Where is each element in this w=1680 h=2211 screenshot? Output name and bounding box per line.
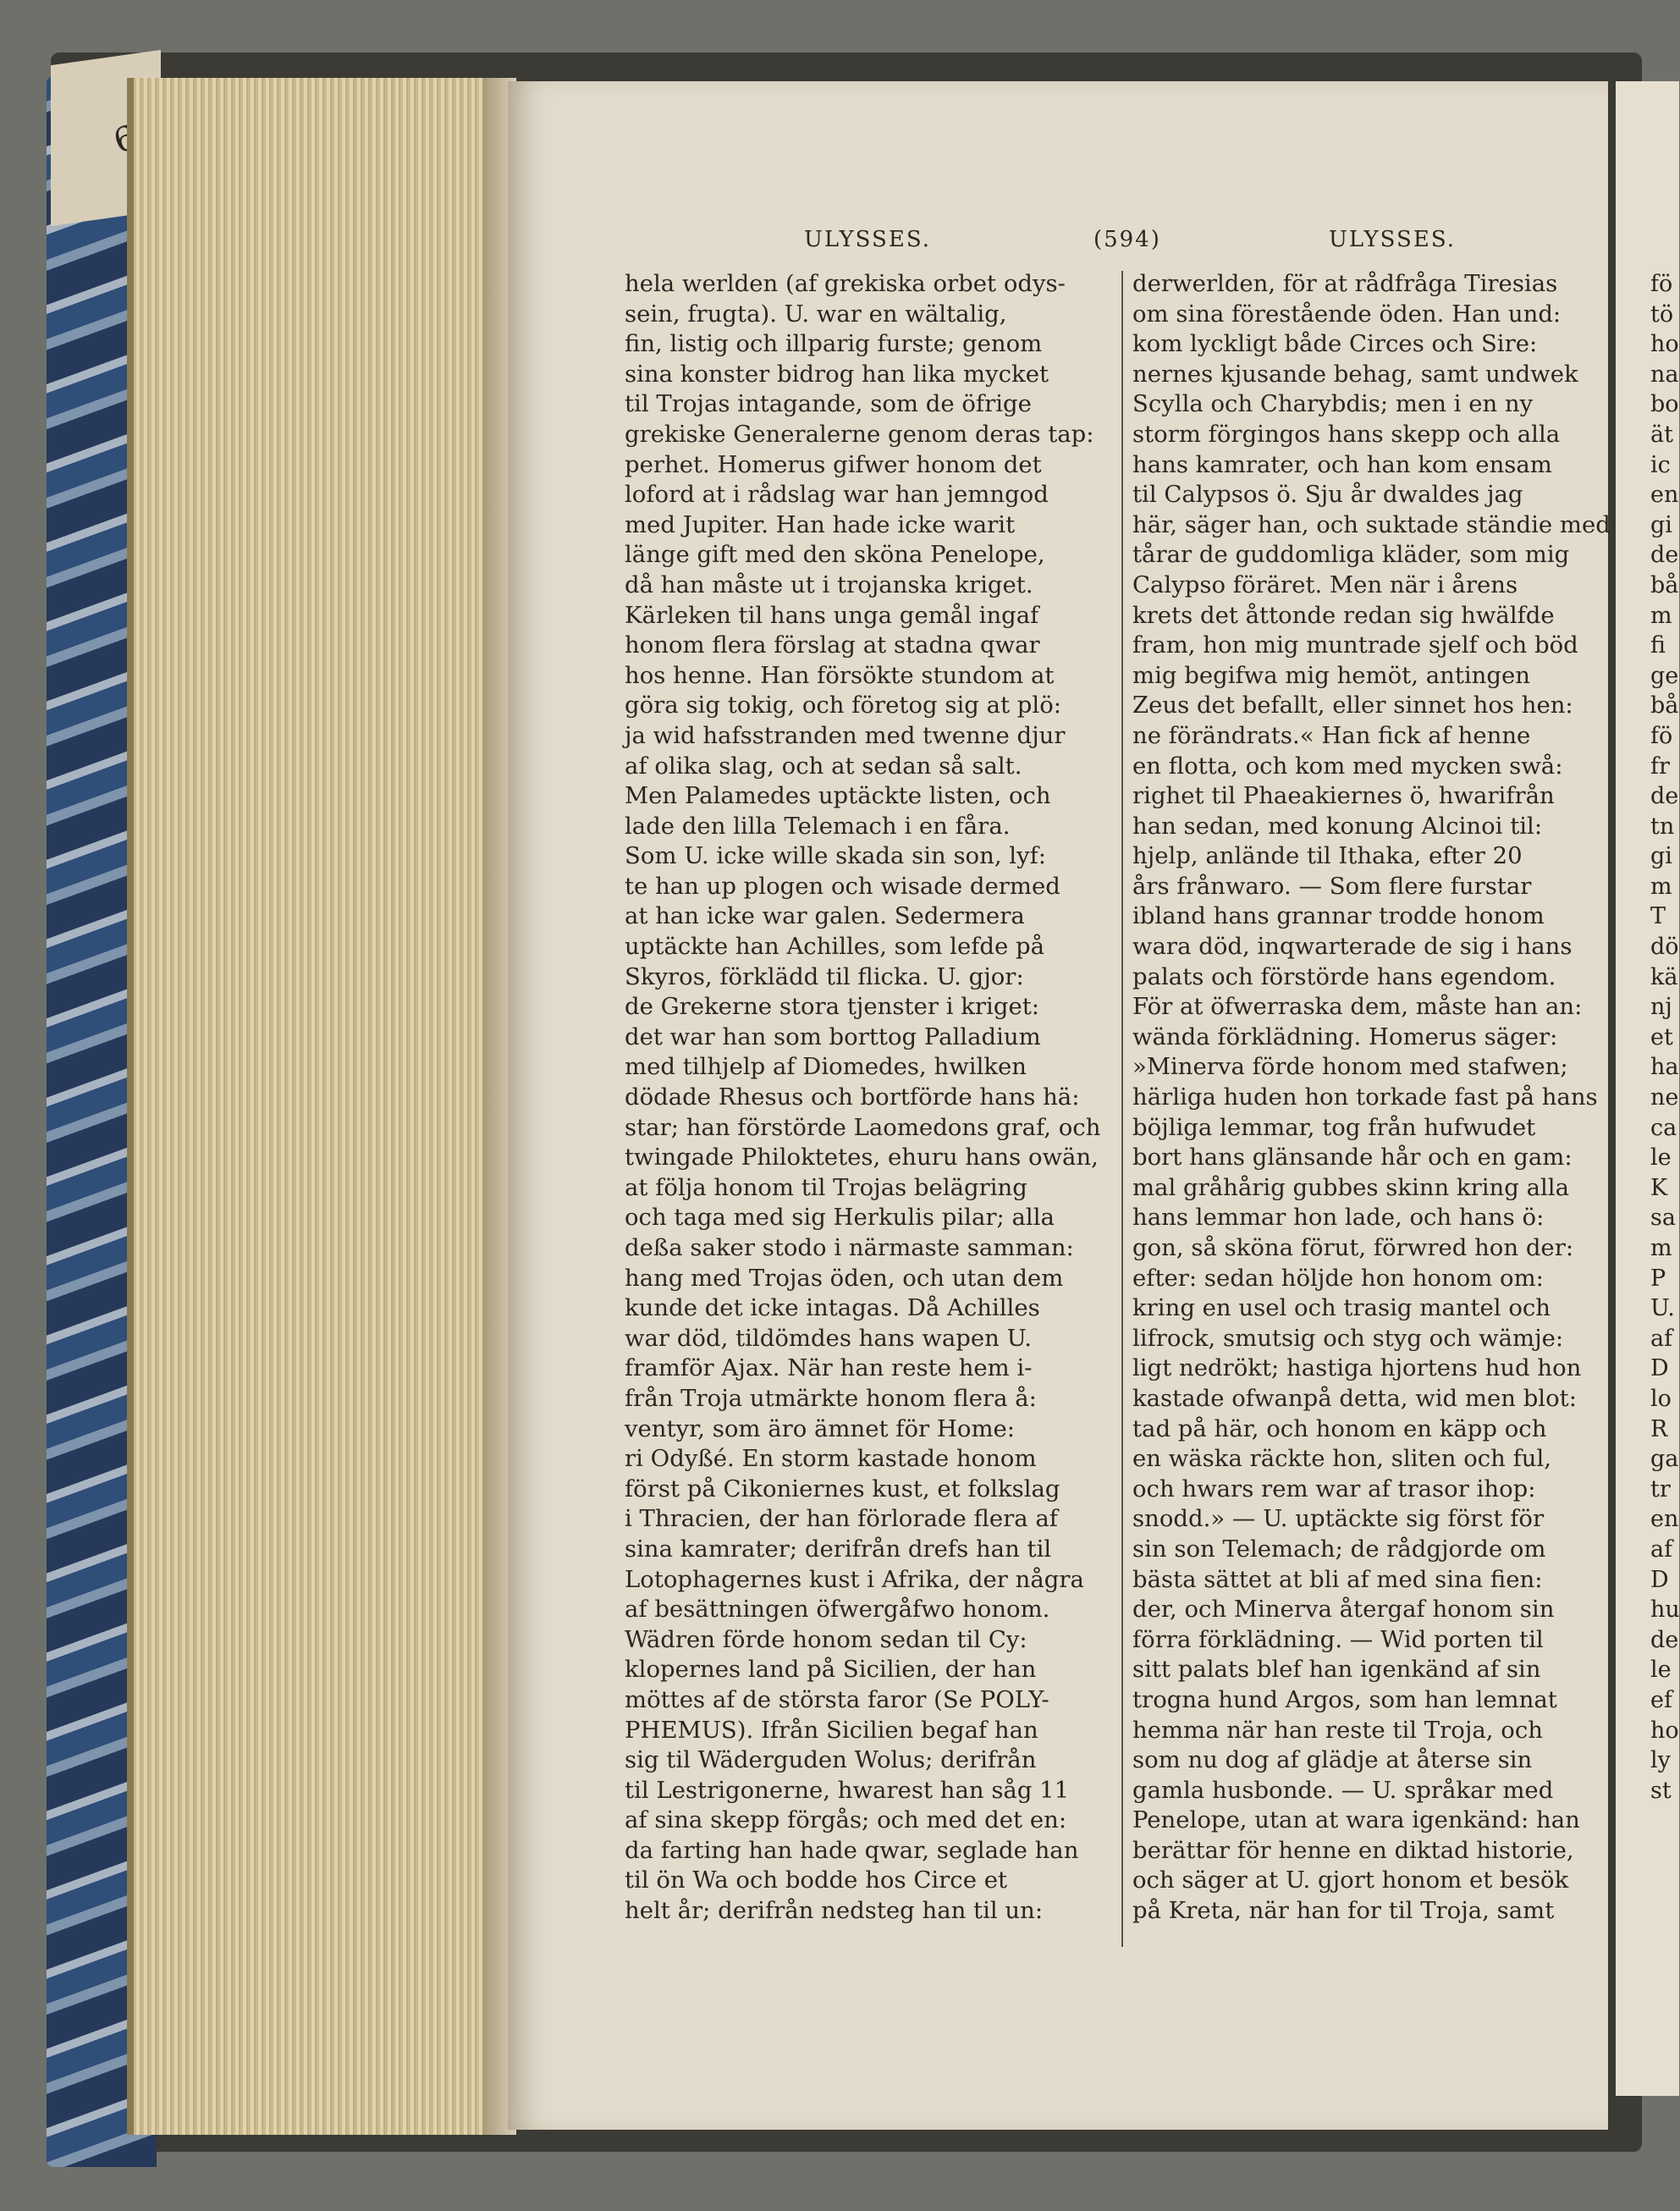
text-line: derwerlden, för at rådfråga Tiresias (1132, 270, 1558, 297)
text-line: och taga med sig Herkulis pilar; alla (625, 1204, 1055, 1232)
text-line: som nu dog af glädje at återse sin (1132, 1746, 1533, 1774)
text-line: hos henne. Han försökte stundom at (625, 661, 1055, 689)
edge-fragment: bo (1650, 391, 1679, 418)
edge-fragment: ic (1650, 451, 1671, 478)
text-line: hans lemmar hon lade, och hans ö: (1132, 1204, 1545, 1232)
edge-fragment: le (1650, 1144, 1672, 1172)
left-column (625, 269, 1124, 1927)
edge-fragment: dö (1650, 934, 1679, 961)
edge-fragment: m (1650, 1235, 1672, 1261)
edge-fragment: ho (1650, 1717, 1679, 1744)
text-line: med Jupiter. Han hade icke warit (625, 510, 1016, 538)
edge-fragment: fr (1650, 753, 1670, 780)
text-line: grekiske Generalerne genom deras tap: (625, 420, 1094, 448)
text-line: då han måste ut i trojanska kriget. (625, 571, 1033, 598)
edge-fragment: kä (1650, 963, 1678, 990)
text-line: kom lyckligt både Circes och Sire: (1132, 330, 1538, 358)
edge-fragment: st (1650, 1777, 1672, 1804)
text-line: kastade ofwanpå detta, wid men blot: (1132, 1384, 1577, 1412)
text-line: mal gråhårig gubbes skinn kring alla (1132, 1173, 1569, 1201)
running-head-left: ULYSSES. (804, 227, 931, 252)
text-line: sig til Wäderguden Wolus; derifrån (625, 1746, 1037, 1774)
text-line: trogna hund Argos, som han lemnat (1132, 1685, 1557, 1713)
edge-fragment: ät (1650, 421, 1673, 448)
text-line: nernes kjusande behag, samt undwek (1132, 360, 1578, 388)
text-line: sin son Telemach; de rådgjorde om (1132, 1535, 1546, 1563)
text-line: Calypso föräret. Men när i årens (1132, 571, 1518, 598)
text-line: uptäckte han Achilles, som lefde på (625, 933, 1045, 961)
text-line: framför Ajax. När han reste hem i- (625, 1354, 1033, 1382)
text-line: af sina skepp förgås; och med det en: (625, 1806, 1067, 1834)
edge-fragment: gi (1650, 511, 1672, 538)
edge-fragment: D (1650, 1566, 1669, 1593)
edge-fragment: en (1650, 1506, 1679, 1533)
text-line: gamla husbonde. — U. språkar med (1132, 1776, 1554, 1804)
text-line: sina kamrater; derifrån drefs han til (625, 1535, 1052, 1563)
edge-fragment: fö (1650, 722, 1673, 749)
text-line: til ön Wa och bodde hos Circe et (625, 1866, 1008, 1894)
text-line: war död, tildömdes hans wapen U. (625, 1324, 1033, 1352)
edge-fragment: fi (1650, 632, 1666, 659)
edge-fragment: ho (1650, 331, 1679, 358)
text-line: de Grekerne stora tjenster i kriget: (625, 993, 1040, 1021)
text-line: Wädren förde honom sedan til Cy: (625, 1625, 1027, 1653)
text-line: af besättningen öfwergåfwo honom. (625, 1596, 1050, 1624)
text-line: loford at i rådslag war han jemngod (625, 481, 1049, 509)
edge-fragment: tr (1650, 1475, 1671, 1502)
text-line: i Thracien, der han förlorade flera af (625, 1505, 1058, 1533)
text-line: at följa honom til Trojas belägring (625, 1173, 1027, 1201)
edge-fragment: gi (1650, 843, 1672, 870)
text-line: »Minerva förde honom med stafwen; (1132, 1053, 1568, 1081)
text-line: och hwars rem war af trasor ihop: (1132, 1475, 1536, 1502)
text-line: Zeus det befallt, eller sinnet hos hen: (1132, 692, 1573, 720)
text-line: perhet. Homerus gifwer honom det (625, 450, 1042, 478)
edge-fragment: de (1650, 542, 1679, 569)
text-line: tad på här, och honom en käpp och (1132, 1414, 1547, 1442)
text-line: fram, hon mig muntrade sjelf och böd (1132, 631, 1578, 659)
text-line: Scylla och Charybdis; men i en ny (1132, 390, 1534, 418)
text-line: at han icke war galen. Sedermera (625, 902, 1025, 930)
edge-fragment: ha (1650, 1054, 1679, 1081)
text-line: sein, frugta). U. war en wältalig, (625, 300, 1007, 328)
text-line: efter: sedan höljde hon honom om: (1132, 1264, 1544, 1292)
text-line: klopernes land på Sicilien, der han (625, 1656, 1037, 1684)
text-line: kring en usel och trasig mantel och (1132, 1294, 1551, 1322)
text-line: tårar de guddomliga kläder, som mig (1132, 541, 1570, 569)
text-line: wara död, inqwarterade de sig i hans (1132, 933, 1573, 961)
edge-fragment: de (1650, 783, 1679, 810)
edge-fragment: ef (1650, 1686, 1672, 1713)
text-line: göra sig tokig, och företog sig at plö: (625, 692, 1062, 720)
text-line: Skyros, förklädd til flicka. U. gjor: (625, 962, 1024, 990)
edge-fragment: m (1650, 602, 1672, 629)
text-line: förra förklädning. — Wid porten til (1132, 1625, 1544, 1653)
text-line: til Trojas intagande, som de öfrige (625, 390, 1032, 418)
text-line: en wäska räckte hon, sliten och ful, (1132, 1445, 1552, 1473)
text-line: fin, listig och illparig furste; genom (625, 330, 1043, 358)
text-line: års frånwaro. — Som flere furstar (1132, 872, 1532, 900)
text-line: kunde det icke intagas. Då Achilles (625, 1294, 1040, 1322)
text-line: star; han förstörde Laomedons graf, och (625, 1113, 1101, 1141)
text-line: Men Palamedes uptäckte listen, och (625, 782, 1051, 810)
edge-fragment: fö (1650, 271, 1673, 297)
text-line: twingade Philoktetes, ehuru hans owän, (625, 1144, 1099, 1172)
edge-fragment: R (1650, 1415, 1668, 1442)
text-line: på Kreta, när han for til Troja, samt (1132, 1897, 1555, 1925)
text-line: han sedan, med konung Alcinoi til: (1132, 812, 1543, 840)
text-line: Penelope, utan at wara igenkänd: han (1132, 1806, 1580, 1834)
edge-fragment: le (1650, 1657, 1672, 1684)
text-line: ibland hans grannar trodde honom (1132, 902, 1545, 930)
edge-fragment: K (1650, 1174, 1668, 1201)
text-line: om sina förestående öden. Han und: (1132, 300, 1562, 328)
text-line: hela werlden (af grekiska orbet odys- (625, 270, 1066, 297)
edge-fragment: hu (1650, 1596, 1680, 1624)
text-line: gon, så sköna förut, förwred hon der: (1132, 1234, 1574, 1261)
edge-fragment: ne (1650, 1084, 1679, 1111)
edge-fragment: bå (1650, 571, 1679, 598)
text-line: deßa saker stodo i närmaste samman: (625, 1234, 1074, 1261)
text-line: til Calypsos ö. Sju år dwaldes jag (1132, 481, 1523, 509)
text-line: här, säger han, och suktade ständie med (1132, 510, 1611, 538)
edge-fragment: tö (1650, 300, 1674, 328)
text-line: med tilhjelp af Diomedes, hwilken (625, 1053, 1027, 1081)
text-line: wända förklädning. Homerus säger: (1132, 1023, 1558, 1050)
text-line: berättar för henne en diktad historie, (1132, 1836, 1574, 1864)
text-line: ventyr, som äro ämnet för Home: (625, 1414, 1016, 1442)
edge-fragment: ly (1650, 1747, 1671, 1774)
next-page-letters (1650, 269, 1680, 1806)
text-line: krets det åttonde redan sig hwälfde (1132, 601, 1555, 629)
text-line: möttes af de största faror (Se POLY- (625, 1685, 1049, 1713)
text-line: righet til Phaeakiernes ö, hwarifrån (1132, 782, 1555, 810)
text-line: til Lestrigonerne, hwarest han såg 11 (625, 1776, 1070, 1804)
text-line: För at öfwerraska dem, måste han an: (1132, 993, 1583, 1021)
edge-fragment: lo (1650, 1385, 1672, 1412)
edge-fragment: sa (1650, 1205, 1676, 1232)
edge-fragment: P (1650, 1265, 1666, 1292)
text-line: det war han som borttog Palladium (625, 1023, 1041, 1050)
text-line: hang med Trojas öden, och utan dem (625, 1264, 1064, 1292)
text-line: PHEMUS). Ifrån Sicilien begaf han (625, 1716, 1038, 1744)
text-line: dödade Rhesus och bortförde hans hä: (625, 1083, 1080, 1111)
edge-fragment: ga (1650, 1446, 1679, 1473)
text-line: och säger at U. gjort honom et besök (1132, 1866, 1569, 1894)
text-line: storm förgingos hans skepp och alla (1132, 420, 1561, 448)
text-line: mig begifwa mig hemöt, antingen (1132, 661, 1530, 689)
text-line: ri Odyßé. En storm kastade honom (625, 1445, 1037, 1473)
text-line: Lotophagernes kust i Afrika, der några (625, 1565, 1084, 1593)
edge-fragment: U. (1650, 1295, 1675, 1322)
text-line: honom flera förslag at stadna qwar (625, 631, 1040, 659)
edge-fragment: de (1650, 1626, 1679, 1653)
column-divider (1121, 271, 1123, 1947)
edge-fragment: na (1650, 361, 1679, 388)
edge-fragment: af (1650, 1536, 1673, 1563)
text-line: ligt nedrökt; hastiga hjortens hud hon (1132, 1354, 1582, 1382)
text-line: helt år; derifrån nedsteg han til un: (625, 1897, 1044, 1925)
edge-fragment: et (1650, 1023, 1673, 1050)
text-line: snodd.» — U. uptäckte sig först för (1132, 1505, 1545, 1533)
text-line: länge gift med den sköna Penelope, (625, 541, 1045, 569)
edge-fragment: m (1650, 873, 1672, 900)
text-line: bort hans glänsande hår och en gam: (1132, 1144, 1573, 1172)
text-line: lade den lilla Telemach i en fåra. (625, 812, 1011, 840)
text-line: böjliga lemmar, tog från hufwudet (1132, 1113, 1536, 1141)
text-line: hans kamrater, och han kom ensam (1132, 450, 1552, 478)
edge-fragment: D (1650, 1355, 1669, 1382)
text-line: hemma när han reste til Troja, och (1132, 1716, 1543, 1744)
text-line: Kärleken til hans unga gemål ingaf (625, 601, 1039, 629)
text-line: sitt palats blef han igenkänd af sin (1132, 1656, 1541, 1684)
text-line: af olika slag, och at sedan så salt. (625, 752, 1022, 780)
text-line: från Troja utmärkte honom flera å: (625, 1384, 1037, 1412)
text-line: ne förändrats.« Han fick af henne (1132, 721, 1531, 749)
text-line: da farting han hade qwar, seglade han (625, 1836, 1079, 1864)
edge-fragment: nj (1650, 994, 1672, 1021)
edge-fragment: ge (1650, 662, 1679, 689)
text-line: först på Cikoniernes kust, et folkslag (625, 1475, 1060, 1502)
text-line: te han up plogen och wisade dermed (625, 872, 1060, 900)
edge-fragment: bå (1650, 692, 1679, 720)
page-edges (127, 78, 489, 2135)
text-line: en flotta, och kom med mycken swå: (1132, 752, 1563, 780)
text-line: sina konster bidrog han lika mycket (625, 360, 1049, 388)
edge-fragment: af (1650, 1325, 1673, 1352)
right-column (1132, 269, 1632, 1927)
text-line: härliga huden hon torkade fast på hans (1132, 1083, 1598, 1111)
edge-fragment: ca (1650, 1114, 1677, 1141)
text-line: hjelp, anlände til Ithaka, efter 20 (1132, 842, 1523, 870)
edge-fragment: tn (1650, 813, 1675, 840)
edge-fragment: T (1650, 903, 1666, 930)
text-line: bästa sättet at bli af med sina fien: (1132, 1565, 1543, 1593)
text-line: lifrock, smutsig och styg och wämje: (1132, 1324, 1564, 1352)
edge-fragment: en (1650, 482, 1679, 509)
text-line: ja wid hafsstranden med twenne djur (625, 721, 1066, 749)
text-line: Som U. icke wille skada sin son, lyf: (625, 842, 1047, 870)
page-number: (594) (1093, 227, 1161, 252)
text-line: palats och förstörde hans egendom. (1132, 962, 1556, 990)
running-head-right: ULYSSES. (1329, 227, 1456, 252)
text-line: der, och Minerva återgaf honom sin (1132, 1596, 1555, 1624)
